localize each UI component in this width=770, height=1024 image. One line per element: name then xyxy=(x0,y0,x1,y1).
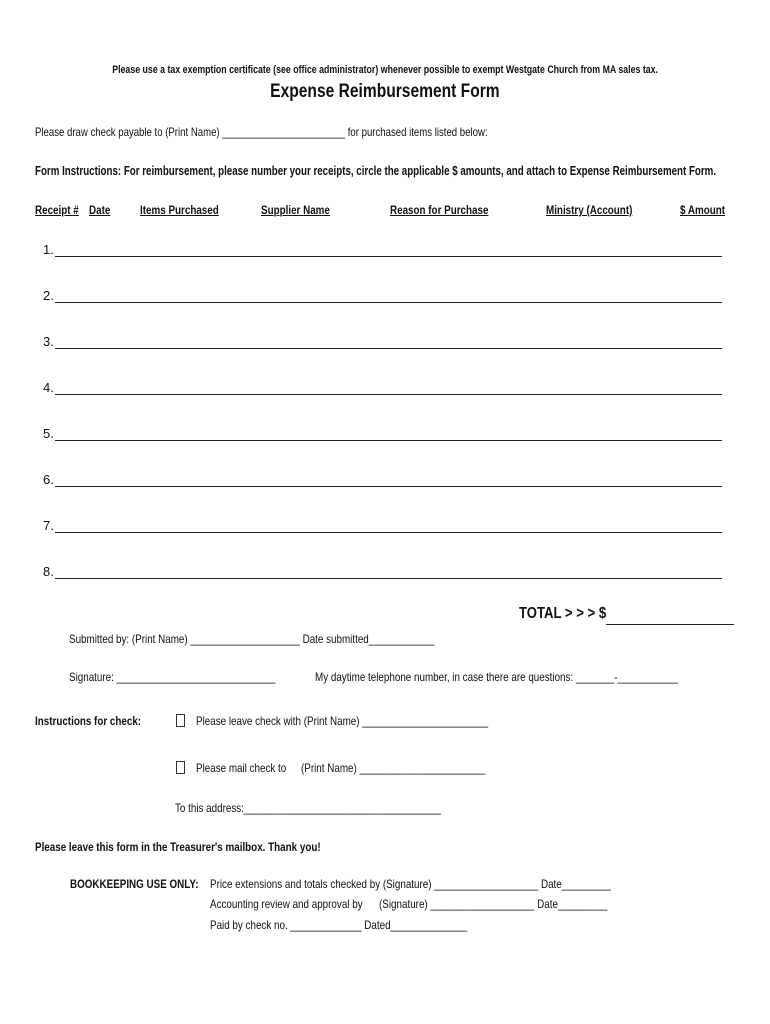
column-header-receipt: Receipt # xyxy=(35,203,79,217)
payable-to-line: Please draw check payable to (Print Name) _______________________ for purchased items listed below: xyxy=(35,125,488,139)
bookkeeping-line-1: Price extensions and totals checked by (Signature) ___________________ Date_________ xyxy=(210,877,612,891)
column-header-items: Items Purchased xyxy=(140,203,219,217)
leave-check-checkbox[interactable] xyxy=(176,714,185,727)
row-entry-line-7[interactable] xyxy=(55,532,722,533)
row-number-7: 7. xyxy=(43,518,54,533)
row-entry-line-1[interactable] xyxy=(55,256,722,257)
row-number-4: 4. xyxy=(43,380,54,395)
total-label: TOTAL > > > $ xyxy=(519,605,607,622)
row-entry-line-4[interactable] xyxy=(55,394,722,395)
column-header-ministry: Ministry (Account) xyxy=(546,203,633,217)
column-header-reason: Reason for Purchase xyxy=(390,203,489,217)
check-instructions-label: Instructions for check: xyxy=(35,714,142,728)
column-header-date: Date xyxy=(89,203,111,217)
phone-line: My daytime telephone number, in case there are questions: _______-___________ xyxy=(315,670,678,684)
row-entry-line-6[interactable] xyxy=(55,486,722,487)
row-number-1: 1. xyxy=(43,242,54,257)
tax-exemption-note-text: Please use a tax exemption certificate (see office administrator) whenever possible to exempt Westgate Church from MA sales tax. xyxy=(112,64,658,76)
closing-note: Please leave this form in the Treasurer's mailbox. Thank you! xyxy=(35,840,321,854)
bookkeeping-label: BOOKKEEPING USE ONLY: xyxy=(70,877,199,891)
leave-check-option: Please leave check with (Print Name) _______________________ xyxy=(196,714,489,728)
column-header-supplier: Supplier Name xyxy=(261,203,330,217)
form-instructions: Form Instructions: For reimbursement, please number your receipts, circle the applicable $ amounts, and attach to Expense Reimbursement Form. xyxy=(35,164,717,178)
mail-address-line: To this address:____________________________________ xyxy=(175,801,441,815)
row-number-5: 5. xyxy=(43,426,54,441)
row-entry-line-3[interactable] xyxy=(55,348,722,349)
page-title-text: Expense Reimbursement Form xyxy=(270,81,500,102)
column-header-amount: $ Amount xyxy=(680,203,726,217)
mail-check-option: Please mail check to xyxy=(196,761,287,775)
submitted-by-line: Submitted by: (Print Name) ____________________ Date submitted____________ xyxy=(69,632,435,646)
tax-exemption-note xyxy=(0,64,770,76)
row-entry-line-8[interactable] xyxy=(55,578,722,579)
row-number-8: 8. xyxy=(43,564,54,579)
row-entry-line-5[interactable] xyxy=(55,440,722,441)
row-number-2: 2. xyxy=(43,288,54,303)
mail-check-print-name: (Print Name) _______________________ xyxy=(301,761,486,775)
signature-line: Signature: _____________________________ xyxy=(69,670,276,684)
row-entry-line-2[interactable] xyxy=(55,302,722,303)
page-title xyxy=(0,81,770,103)
total-amount-line[interactable] xyxy=(606,624,734,625)
row-number-3: 3. xyxy=(43,334,54,349)
bookkeeping-line-3: Paid by check no. _____________ Dated______________ xyxy=(210,918,468,932)
row-number-6: 6. xyxy=(43,472,54,487)
mail-check-checkbox[interactable] xyxy=(176,761,185,774)
bookkeeping-line-2: Accounting review and approval by (Signature) ___________________ Date_________ xyxy=(210,897,608,911)
